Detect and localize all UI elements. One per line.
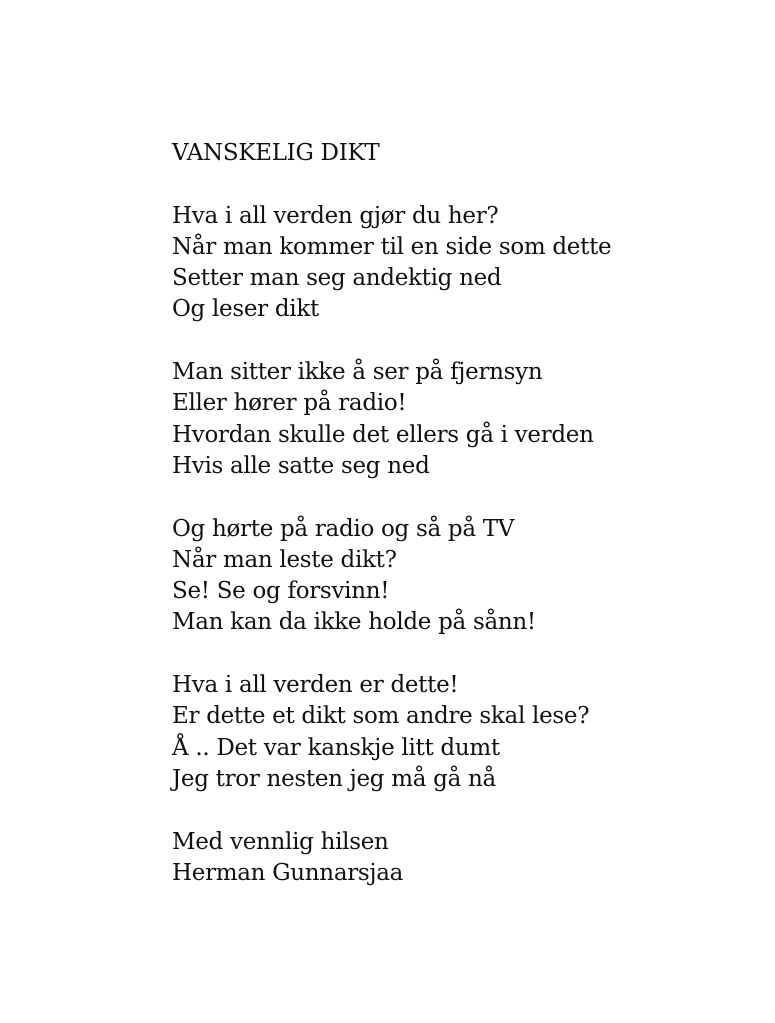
- poem-line: Og hørte på radio og så på TV: [172, 515, 515, 542]
- stanza-4: [172, 670, 732, 795]
- poem: [172, 138, 732, 889]
- stanza-2: [172, 357, 732, 482]
- stanza-1: [172, 201, 732, 326]
- poem-line: Man sitter ikke å ser på fjernsyn: [172, 359, 543, 386]
- signature: [172, 827, 732, 890]
- poem-title: VANSKELIG DIKT: [172, 140, 380, 166]
- poem-line: Hvordan skulle det ellers gå i verden: [172, 421, 594, 448]
- poem-line: Hva i all verden er dette!: [172, 672, 459, 699]
- poem-line: Eller hører på radio!: [172, 390, 407, 417]
- signature-closing: Med vennlig hilsen: [172, 828, 389, 855]
- poem-line: Og leser dikt: [172, 296, 319, 323]
- poem-line: Setter man seg andektig ned: [172, 265, 502, 292]
- poem-line: Er dette et dikt som andre skal lese?: [172, 703, 590, 730]
- poem-line: Når man kommer til en side som dette: [172, 233, 612, 260]
- poem-line: Hva i all verden gjør du her?: [172, 202, 499, 229]
- poem-line: Jeg tror nesten jeg må gå nå: [172, 765, 496, 792]
- poem-line: Se! Se og forsvinn!: [172, 578, 390, 605]
- stanza-3: [172, 514, 732, 639]
- poem-line: Hvis alle satte seg ned: [172, 452, 430, 479]
- signature-author: Herman Gunnarsjaa: [172, 859, 404, 886]
- poem-line: Å .. Det var kanskje litt dumt: [172, 734, 500, 761]
- poem-line: Man kan da ikke holde på sånn!: [172, 609, 536, 636]
- poem-line: Når man leste dikt?: [172, 546, 397, 573]
